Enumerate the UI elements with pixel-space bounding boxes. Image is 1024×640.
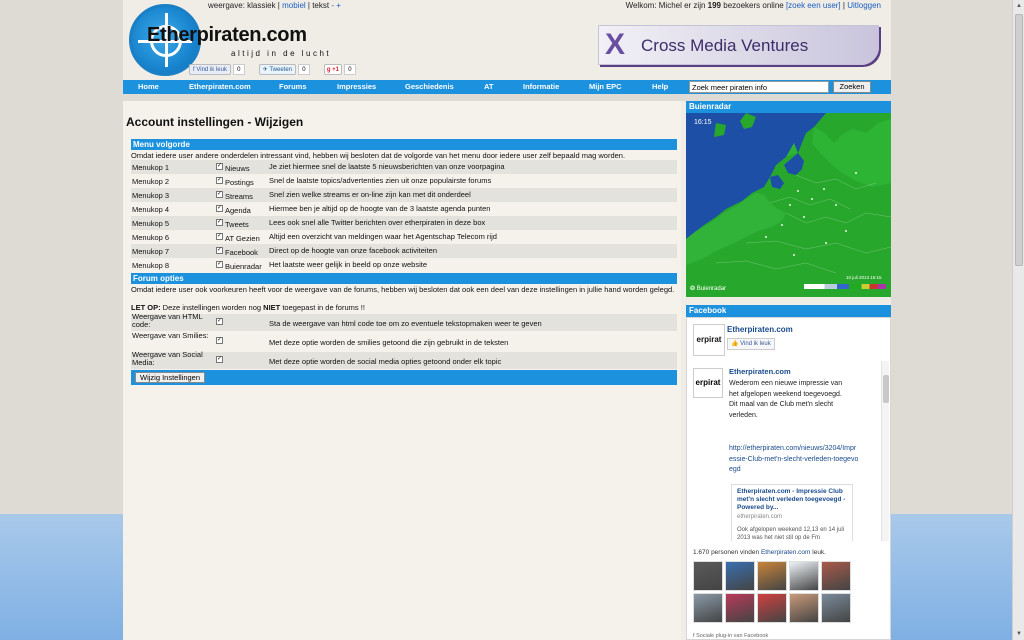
fb-like-summary bbox=[693, 549, 826, 556]
site-header bbox=[123, 0, 891, 80]
menu-row-text: Lees ook snel alle Twitter berichten over etherpiraten in deze box bbox=[269, 218, 486, 227]
thumbs-up-icon: 👍 bbox=[731, 341, 741, 347]
forum-option-label: Weergave van Smilies: bbox=[132, 331, 209, 340]
banner-x-logo-icon: X bbox=[605, 28, 626, 61]
radar-time: 16:15 bbox=[694, 119, 712, 126]
menu-row bbox=[131, 244, 677, 258]
view-mobile-link[interactable]: mobiel bbox=[282, 1, 306, 10]
site-search-input[interactable] bbox=[689, 81, 829, 93]
search-button[interactable]: Zoeken bbox=[833, 81, 871, 93]
fb-page-like-label: Vind ik leuk bbox=[740, 341, 771, 347]
menu-row-name: Tweets bbox=[225, 220, 249, 229]
fb-post-text: Wederom een nieuwe impressie van het afgelopen weekend toegevoegd. Dit maal van de Club met'n slecht verleden. bbox=[729, 380, 843, 419]
fb-fan-avatar[interactable] bbox=[693, 593, 723, 623]
menu-row bbox=[131, 174, 677, 188]
site-logo-text[interactable]: Etherpiraten.com bbox=[147, 24, 307, 46]
facebook-widget bbox=[686, 317, 891, 640]
forum-warning-prefix: LET OP: bbox=[131, 303, 161, 312]
forum-warning bbox=[131, 303, 677, 312]
nav-help[interactable]: Help bbox=[652, 82, 669, 91]
browser-scrollbar[interactable] bbox=[1012, 0, 1024, 640]
forum-option-row bbox=[131, 352, 677, 369]
fb-page-name[interactable]: Etherpiraten.com bbox=[727, 325, 793, 334]
site-slogan: altijd in de lucht bbox=[231, 49, 332, 58]
menu-row-label: Menukop 5 bbox=[132, 219, 170, 228]
menu-row-label: Menukop 1 bbox=[132, 163, 170, 172]
radar-intensity-legend bbox=[804, 284, 886, 289]
menu-checkbox[interactable]: ✓ bbox=[217, 247, 223, 253]
menu-row-label: Menukop 8 bbox=[132, 261, 170, 270]
fb-plugin-footer bbox=[693, 633, 768, 639]
fb-card-source: etherpiraten.com bbox=[737, 514, 783, 520]
facebook-icon: f bbox=[693, 633, 697, 639]
fb-count-link[interactable]: Etherpiraten.com bbox=[760, 549, 811, 556]
fb-like-count: 0 bbox=[233, 64, 244, 75]
menu-row-text: Snel zien welke streams er on-line zijn kan met dit onderdeel bbox=[269, 190, 471, 199]
visitor-count: 199 bbox=[707, 1, 722, 10]
forum-warning-mid: Deze instellingen worden nog bbox=[160, 303, 264, 312]
nav-geschiedenis[interactable]: Geschiedenis bbox=[405, 82, 454, 91]
forum-description: Omdat iedere user ook voorkeuren heeft voor de weergave van de forums, hebben wij besloten dat ook een deel van deze instellingen in jullie hand worden gelegd. bbox=[131, 285, 675, 294]
google-plus-button[interactable] bbox=[324, 64, 342, 75]
tweet-label: Tweeten bbox=[269, 67, 293, 73]
view-options bbox=[208, 1, 341, 10]
fb-post-avatar[interactable]: erpirat bbox=[693, 368, 723, 398]
tweet-count: 0 bbox=[298, 64, 309, 75]
forum-option-label: Weergave van Social Media: bbox=[132, 350, 203, 367]
fb-feed-scrollbar[interactable] bbox=[881, 361, 889, 541]
fb-card-body: Ook afgelopen weekend 12,13 en 14 juli 2013 was het niet stil op de Fm bbox=[737, 527, 845, 541]
forum-option-checkbox[interactable]: ✓ bbox=[217, 318, 223, 324]
main-content bbox=[123, 101, 681, 640]
radar-map-graphic bbox=[686, 113, 891, 297]
forum-option-text: Sta de weergave van html code toe om zo eventuele tekstopmaken weer te geven bbox=[269, 319, 542, 328]
nav-etherpiraten[interactable]: Etherpiraten.com bbox=[189, 82, 251, 91]
radar-title: Buienradar bbox=[686, 101, 891, 113]
menu-description: Omdat iedere user andere onderdelen intressant vind, hebben wij besloten dat de volgorde van het menu door iedere user zelf bepaald mag worden. bbox=[131, 151, 626, 160]
fb-fan-avatar[interactable] bbox=[821, 561, 851, 591]
menu-row-text: Direct op de hoogte van onze facebook activiteiten bbox=[269, 246, 438, 255]
menu-section-header: Menu volgorde bbox=[131, 139, 677, 150]
nav-impressies[interactable]: Impressies bbox=[337, 82, 377, 91]
fb-fan-faces bbox=[693, 561, 857, 625]
menu-row-label: Menukop 3 bbox=[132, 191, 170, 200]
fb-fan-avatar[interactable] bbox=[789, 593, 819, 623]
fb-fan-avatar[interactable] bbox=[821, 593, 851, 623]
forum-option-row bbox=[131, 314, 677, 331]
logout-sep: | bbox=[840, 1, 848, 10]
fb-post-link[interactable]: http://etherpiraten.com/nieuws/3204/Impressie-Club-met'n-slecht-verleden-toegevoegd bbox=[729, 445, 859, 474]
fb-fan-avatar[interactable] bbox=[725, 561, 755, 591]
main-navigation bbox=[123, 80, 891, 94]
fb-feed bbox=[691, 361, 881, 541]
logout-link[interactable]: Uitloggen bbox=[847, 1, 881, 10]
forum-warning-bold: NIET bbox=[263, 303, 281, 312]
gplus-label: +1 bbox=[332, 67, 340, 73]
menu-row bbox=[131, 216, 677, 230]
forum-option-label: Weergave van HTML code: bbox=[132, 312, 203, 329]
menu-row-text: Je ziet hiermee snel de laatste 5 nieuwsberichten van onze voorpagina bbox=[269, 162, 505, 171]
fb-post-author[interactable]: Etherpiraten.com bbox=[729, 367, 791, 376]
menu-row-name: Streams bbox=[225, 192, 253, 201]
save-settings-button[interactable]: Wijzig Instellingen bbox=[135, 372, 205, 383]
menu-row bbox=[131, 160, 677, 174]
fb-like-label: Vind ik leuk bbox=[196, 67, 227, 73]
menu-checkbox[interactable]: ✓ bbox=[217, 191, 223, 197]
nav-at[interactable]: AT bbox=[484, 82, 494, 91]
menu-row-name: Nieuws bbox=[225, 164, 250, 173]
menu-row-name: Facebook bbox=[225, 248, 258, 257]
menu-row bbox=[131, 188, 677, 202]
fb-fan-avatar[interactable] bbox=[789, 561, 819, 591]
nav-home[interactable]: Home bbox=[138, 82, 159, 91]
menu-checkbox[interactable]: ✓ bbox=[217, 219, 223, 225]
banner-text: Cross Media Ventures bbox=[641, 36, 809, 55]
cross-media-ventures-banner[interactable] bbox=[598, 25, 879, 65]
forum-section-header: Forum opties bbox=[131, 273, 677, 284]
page-title: Account instellingen - Wijzigen bbox=[126, 115, 304, 129]
menu-row bbox=[131, 230, 677, 244]
menu-row-label: Menukop 7 bbox=[132, 247, 170, 256]
menu-row-name: Postings bbox=[225, 178, 254, 187]
menu-checkbox[interactable]: ✓ bbox=[217, 177, 223, 183]
text-size-link[interactable]: - + bbox=[331, 1, 341, 10]
fb-count-prefix: 1.670 personen vinden bbox=[693, 549, 761, 556]
menu-checkbox[interactable]: ✓ bbox=[217, 233, 223, 239]
forum-option-text: Met deze optie worden de smilies getoond die zijn gebruikt in de teksten bbox=[269, 338, 509, 347]
google-plus-icon: g bbox=[326, 67, 333, 73]
fb-fan-avatar[interactable] bbox=[757, 561, 787, 591]
nav-mijn-epc[interactable]: Mijn EPC bbox=[589, 82, 622, 91]
search-user-link[interactable]: [zoek een user] bbox=[785, 1, 841, 10]
fb-page-like-button[interactable] bbox=[727, 338, 775, 350]
radar-timestamp: 10 juli 2013 16:15 bbox=[846, 275, 882, 280]
menu-row-text: Snel de laatste topics/advertenties zien uit onze populairste forums bbox=[269, 176, 492, 185]
forum-warning-suffix: toegepast in de forums !! bbox=[280, 303, 365, 312]
view-sep: | tekst bbox=[305, 1, 332, 10]
fb-fan-avatar[interactable] bbox=[725, 593, 755, 623]
social-buttons bbox=[189, 64, 368, 75]
menu-checkbox[interactable]: ✓ bbox=[217, 163, 223, 169]
menu-row-text: Hiermee ben je altijd op de hoogte van de 3 laatste agenda punten bbox=[269, 204, 491, 213]
facebook-like-button[interactable] bbox=[189, 64, 231, 75]
fb-footer-text: Sociale plug-in van Facebook bbox=[696, 633, 769, 639]
menu-row bbox=[131, 202, 677, 216]
menu-checkbox[interactable]: ✓ bbox=[217, 261, 223, 267]
welcome-bar bbox=[626, 1, 881, 10]
fb-fan-avatar[interactable] bbox=[693, 561, 723, 591]
submit-bar bbox=[131, 370, 677, 385]
gplus-count: 0 bbox=[344, 64, 355, 75]
forum-option-text: Met deze optie worden de social media opties getoond onder elk topic bbox=[269, 357, 502, 366]
fb-fan-avatar[interactable] bbox=[757, 593, 787, 623]
menu-row-label: Menukop 6 bbox=[132, 233, 170, 242]
menu-row-name: Buienradar bbox=[225, 262, 262, 271]
fb-count-suffix: leuk. bbox=[810, 549, 826, 556]
scroll-down-icon[interactable]: ▼ bbox=[1016, 631, 1022, 637]
facebook-icon: f bbox=[193, 67, 197, 73]
sidebar bbox=[686, 101, 891, 640]
forum-option-checkbox[interactable]: ✓ bbox=[217, 337, 223, 343]
welcome-prefix: Welkom: Michel er zijn bbox=[625, 1, 708, 10]
forum-option-checkbox[interactable]: ✓ bbox=[217, 356, 223, 362]
menu-row-text: Het laatste weer gelijk in beeld op onze website bbox=[269, 260, 428, 269]
view-prefix: weergave: klassiek | bbox=[208, 1, 283, 10]
page-container bbox=[123, 0, 891, 640]
menu-row-label: Menukop 4 bbox=[132, 205, 170, 214]
facebook-title: Facebook bbox=[686, 305, 891, 317]
menu-row-text: Altijd een overzicht van meldingen waar het Agentschap Telecom rijd bbox=[269, 232, 497, 241]
scroll-up-icon[interactable]: ▲ bbox=[1016, 3, 1022, 9]
tweet-button[interactable] bbox=[259, 64, 296, 75]
menu-row-name: AT Gezien bbox=[225, 234, 260, 243]
fb-page-avatar[interactable]: erpirat bbox=[693, 324, 725, 356]
nav-informatie[interactable]: Informatie bbox=[523, 82, 560, 91]
buienradar-map[interactable] bbox=[686, 113, 891, 297]
menu-row-label: Menukop 2 bbox=[132, 177, 170, 186]
nav-forums[interactable]: Forums bbox=[279, 82, 307, 91]
scrollbar-thumb[interactable] bbox=[1015, 14, 1023, 266]
fb-card-title: Etherpiraten.com - Impressie Club met'n slecht verleden toegevoegd - Powered by... bbox=[737, 488, 846, 511]
twitter-icon: ✈ bbox=[262, 67, 270, 73]
menu-row bbox=[131, 258, 677, 272]
fb-link-card[interactable] bbox=[731, 484, 853, 541]
menu-row-name: Agenda bbox=[225, 206, 251, 215]
radar-brand: ❂ Buienradar bbox=[690, 286, 727, 292]
forum-option-row bbox=[131, 333, 677, 350]
nav-spacer bbox=[123, 94, 891, 101]
welcome-mid: bezoekers online bbox=[721, 1, 786, 10]
menu-checkbox[interactable]: ✓ bbox=[217, 205, 223, 211]
